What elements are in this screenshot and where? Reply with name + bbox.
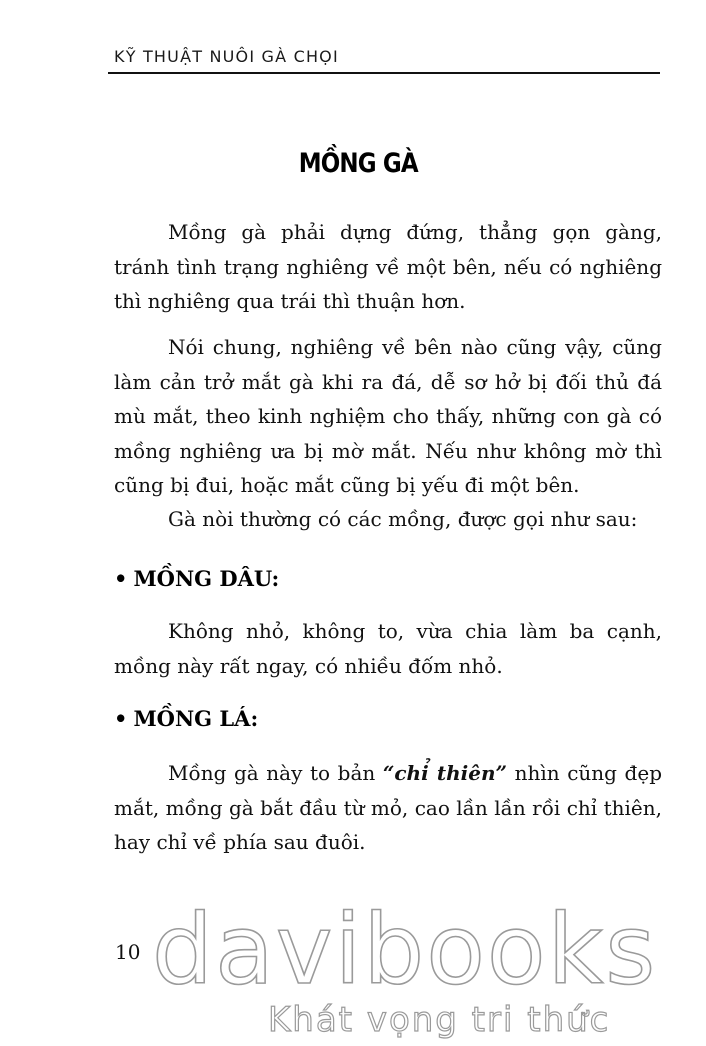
watermark-tagline: Khát vọng tri thức	[268, 1000, 611, 1040]
page-number: 10	[115, 940, 141, 964]
section-heading-text: MỒNG LÁ:	[133, 706, 259, 731]
running-head: KỸ THUẬT NUÔI GÀ CHỌI	[114, 47, 339, 66]
section-heading-mong-dau	[114, 566, 279, 591]
section-body-mong-la	[114, 756, 662, 860]
chapter-title: MỒNG GÀ	[298, 148, 418, 179]
paragraph-text: Gà nòi thường có các mồng, được gọi như sau:	[168, 507, 638, 531]
paragraph-text: Không nhỏ, không to, vừa chia làm ba cạnh, mồng này rất ngay, có nhiều đốm nhỏ.	[114, 619, 662, 678]
paragraph-text	[114, 756, 662, 860]
text-run: Mồng gà này to bản	[168, 761, 383, 785]
paragraph-text: Mồng gà phải dựng đứng, thẳng gọn gàng, tránh tình trạng nghiêng về một bên, nếu có nghiêng thì nghiêng qua trái thì thuận hơn.	[114, 220, 662, 313]
header-rule	[108, 72, 660, 74]
paragraph-3	[114, 502, 662, 537]
watermark-brand: davibooks	[152, 894, 658, 1006]
paragraph-2	[114, 330, 662, 503]
section-heading-text: MỒNG DÂU:	[133, 566, 280, 591]
paragraph-1	[114, 215, 662, 319]
text-run: nhìn cũng đẹp mắt, mồng gà bắt đầu từ mỏ, cao lần lần rồi chỉ thiên, hay chỉ về phía sau đuôi.	[114, 761, 662, 854]
section-heading-mong-la	[114, 706, 258, 731]
section-body-mong-dau	[114, 614, 662, 683]
bullet-icon: •	[114, 706, 128, 731]
emphasis-text: “chỉ thiên”	[382, 761, 507, 785]
paragraph-text: Nói chung, nghiêng về bên nào cũng vậy, cũng làm cản trở mắt gà khi ra đá, dễ sơ hở bị đối thủ đá mù mắt, theo kinh nghiệm cho thấy, những con gà có mồng nghiêng ưa bị mờ mắt. Nếu như không mờ thì cũng bị đui, hoặc mắt cũng bị yếu đi một bên.	[114, 335, 662, 497]
bullet-icon: •	[114, 566, 128, 591]
